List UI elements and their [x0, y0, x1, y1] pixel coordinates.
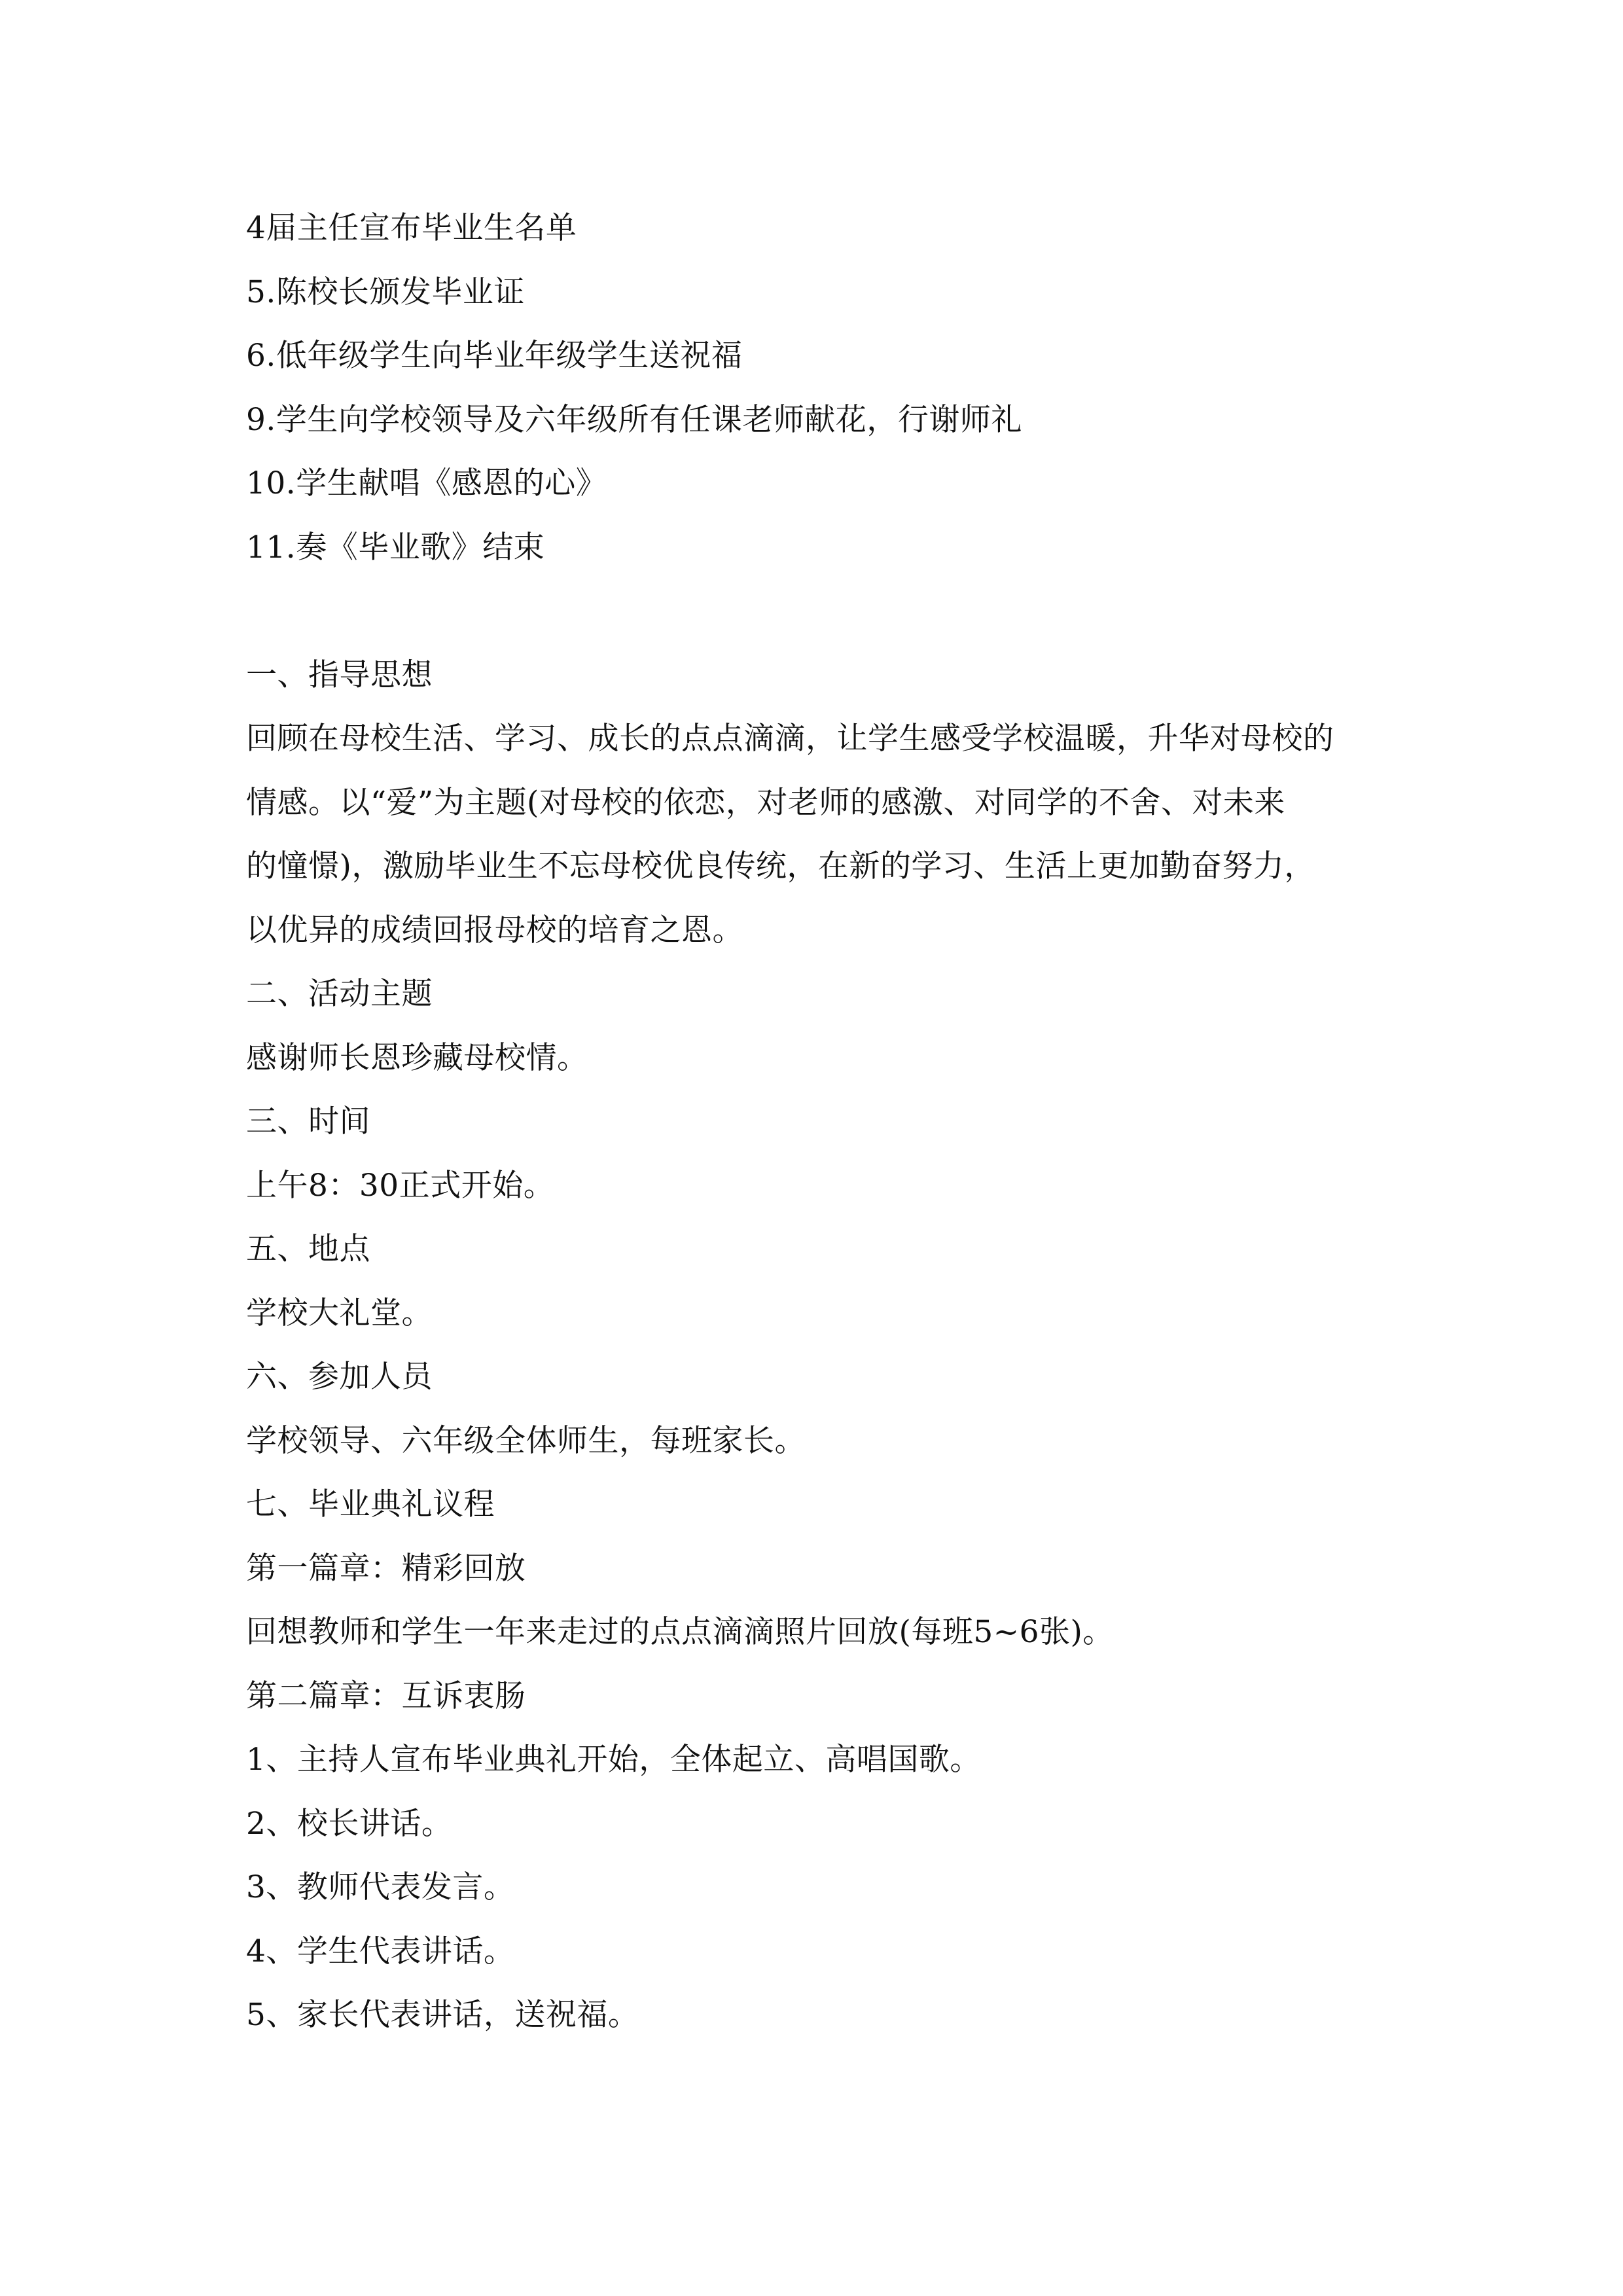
guiding-paragraph-line-3: 的憧憬)，激励毕业生不忘母校优良传统，在新的学习、生活上更加勤奋努力， — [246, 848, 1315, 884]
participants-text: 学校领导、六年级全体师生，每班家长。 — [246, 1422, 806, 1459]
place-heading: 五、地点 — [246, 1231, 370, 1267]
program-item-6: 11.奏《毕业歌》结束 — [246, 529, 545, 565]
chapter2-item-3: 3、教师代表发言。 — [246, 1869, 515, 1905]
chapter2-item-1: 1、主持人宣布毕业典礼开始，全体起立、高唱国歌。 — [246, 1742, 981, 1778]
place-text: 学校大礼堂。 — [246, 1295, 433, 1331]
document-body — [246, 196, 1385, 2047]
time-text: 上午8：30正式开始。 — [246, 1167, 555, 1204]
participants-heading: 六、参加人员 — [246, 1359, 433, 1395]
chapter1-heading: 第一篇章：精彩回放 — [246, 1550, 526, 1587]
time-heading: 三、时间 — [246, 1103, 370, 1139]
program-item-3: 6.低年级学生向毕业年级学生送祝福 — [246, 338, 743, 374]
chapter2-item-5: 5、家长代表讲话，送祝福。 — [246, 1997, 639, 2033]
guiding-heading: 一、指导思想 — [246, 656, 433, 693]
program-item-2: 5.陈校长颁发毕业证 — [246, 274, 525, 310]
chapter2-item-2: 2、校长讲话。 — [246, 1805, 453, 1842]
program-item-1: 4届主任宣布毕业生名单 — [246, 210, 577, 246]
agenda-heading: 七、毕业典礼议程 — [246, 1486, 495, 1522]
blank-line — [246, 579, 1385, 643]
program-item-5: 10.学生献唱《感恩的心》 — [246, 465, 607, 501]
guiding-paragraph-line-1: 回顾在母校生活、学习、成长的点点滴滴，让学生感受学校温暖，升华对母校的 — [246, 721, 1334, 757]
program-item-4: 9.学生向学校领导及六年级所有任课老师献花，行谢师礼 — [246, 401, 1022, 438]
chapter2-heading: 第二篇章：互诉衷肠 — [246, 1677, 526, 1714]
guiding-paragraph-line-4: 以优异的成绩回报母校的培育之恩。 — [246, 912, 743, 948]
chapter2-item-4: 4、学生代表讲话。 — [246, 1933, 515, 1969]
chapter1-text: 回想教师和学生一年来走过的点点滴滴照片回放(每班5~6张)。 — [246, 1614, 1114, 1650]
theme-heading: 二、活动主题 — [246, 976, 433, 1012]
theme-text: 感谢师长恩珍藏母校情。 — [246, 1039, 588, 1076]
guiding-paragraph-line-2: 情感。以“爱”为主题(对母校的依恋，对老师的感激、对同学的不舍、对未来 — [246, 784, 1285, 821]
